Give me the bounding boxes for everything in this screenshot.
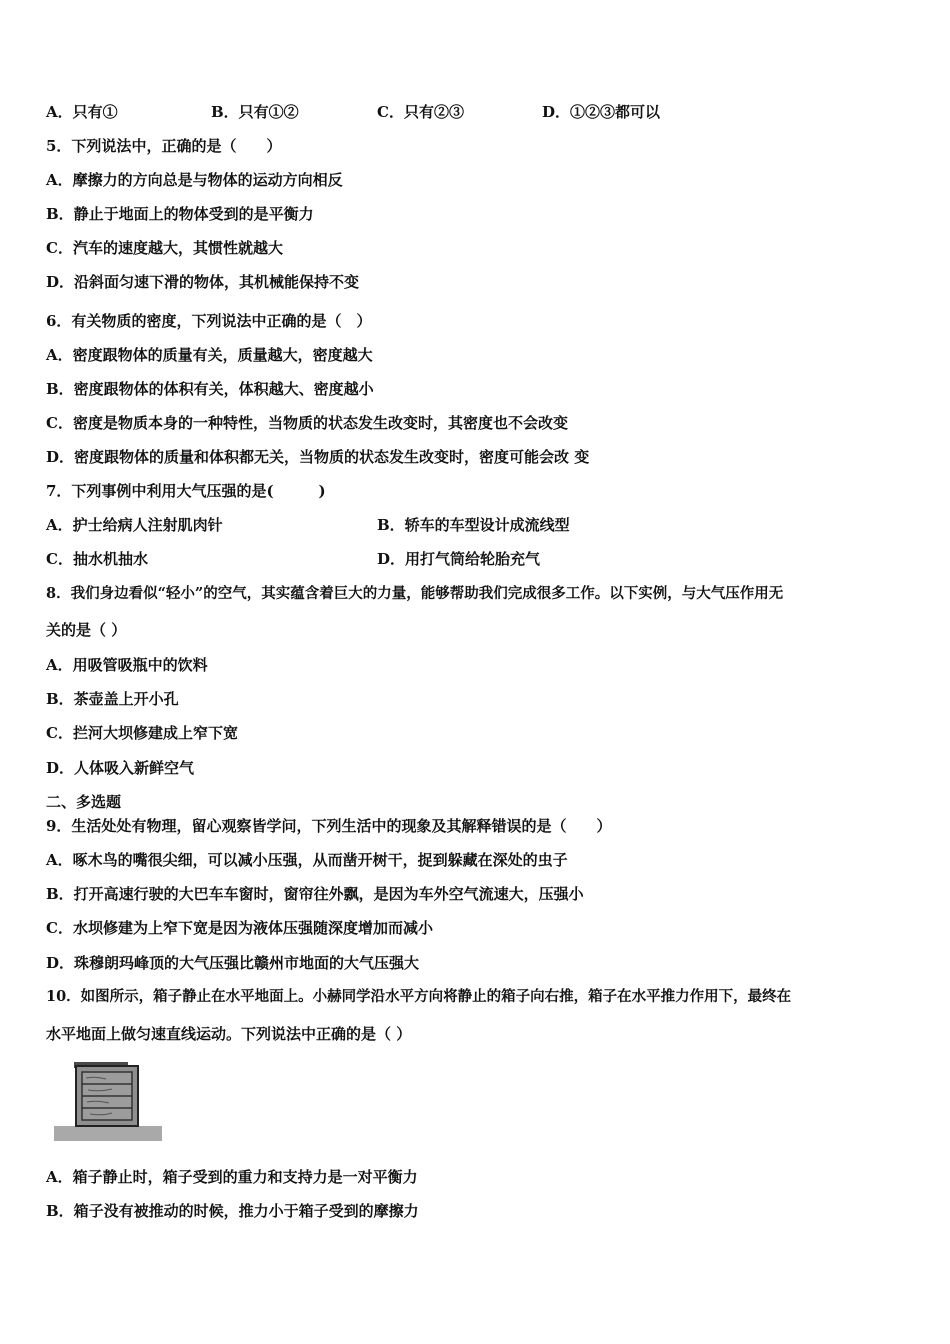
- q8-option-d: D．人体吸入新鲜空气: [46, 759, 195, 777]
- q9-stem: 9．生活处处有物理，留心观察皆学问，下列生活中的现象及其解释错误的是（ ）: [46, 817, 612, 835]
- box-illustration: [54, 1060, 164, 1142]
- q6-option-a: A．密度跟物体的质量有关，质量越大，密度越大: [46, 346, 373, 364]
- q9-option-b: B．打开高速行驶的大巴车车窗时，窗帘往外飘，是因为车外空气流速大，压强小: [46, 885, 584, 903]
- q6-option-c: C．密度是物质本身的一种特性，当物质的状态发生改变时，其密度也不会改变: [46, 414, 568, 432]
- q7-option-a: A．护士给病人注射肌肉针: [46, 516, 223, 534]
- q8-stem-line2: 关的是（ ）: [46, 621, 127, 639]
- box-on-ground-figure: [54, 1060, 164, 1142]
- section-heading: 二、多选题: [46, 793, 122, 811]
- q9-option-d: D．珠穆朗玛峰顶的大气压强比赣州市地面的大气压强大: [46, 954, 420, 972]
- q4-option-a: A．只有①: [46, 103, 118, 121]
- q6-option-b: B．密度跟物体的体积有关，体积越大、密度越小: [46, 380, 374, 398]
- q8-option-c: C．拦河大坝修建成上窄下宽: [46, 724, 238, 742]
- q6-stem: 6．有关物质的密度，下列说法中正确的是（ ）: [46, 312, 372, 330]
- q6-option-d: D．密度跟物体的质量和体积都无关，当物质的状态发生改变时，密度可能会改 变: [46, 448, 590, 466]
- q10-stem-line2: 水平地面上做匀速直线运动。下列说法中正确的是（ ）: [46, 1025, 412, 1043]
- q10-option-b: B．箱子没有被推动的时候，推力小于箱子受到的摩擦力: [46, 1202, 419, 1220]
- q5-option-a: A．摩擦力的方向总是与物体的运动方向相反: [46, 171, 343, 189]
- q8-option-b: B．茶壶盖上开小孔: [46, 690, 179, 708]
- q5-option-b: B．静止于地面上的物体受到的是平衡力: [46, 205, 314, 223]
- q5-option-d: D．沿斜面匀速下滑的物体，其机械能保持不变: [46, 273, 360, 291]
- q7-stem: 7．下列事例中利用大气压强的是( ): [46, 482, 326, 500]
- q4-option-b: B．只有①②: [211, 103, 299, 121]
- q8-option-a: A．用吸管吸瓶中的饮料: [46, 656, 208, 674]
- q9-option-a: A．啄木鸟的嘴很尖细，可以减小压强，从而凿开树干，捉到躲藏在深处的虫子: [46, 851, 568, 869]
- q4-option-c: C．只有②③: [377, 103, 464, 121]
- q8-stem-line1: 8．我们身边看似“轻小”的空气，其实蕴含着巨大的力量，能够帮助我们完成很多工作。以下实例，与大气压作用无: [46, 585, 784, 602]
- q4-option-d: D．①②③都可以: [542, 103, 661, 121]
- q10-stem-line1: 10．如图所示，箱子静止在水平地面上。小赫同学沿水平方向将静止的箱子向右推，箱子在水平推力作用下，最终在: [46, 988, 792, 1005]
- q10-option-a: A．箱子静止时，箱子受到的重力和支持力是一对平衡力: [46, 1168, 418, 1186]
- q7-option-d: D．用打气筒给轮胎充气: [377, 550, 541, 568]
- q5-option-c: C．汽车的速度越大，其惯性就越大: [46, 239, 283, 257]
- q7-option-c: C．抽水机抽水: [46, 550, 148, 568]
- q9-option-c: C．水坝修建为上窄下宽是因为液体压强随深度增加而减小: [46, 919, 433, 937]
- ground-block: [54, 1126, 162, 1141]
- q5-stem: 5．下列说法中，正确的是（ ）: [46, 137, 282, 155]
- q7-option-b: B．轿车的车型设计成流线型: [377, 516, 570, 534]
